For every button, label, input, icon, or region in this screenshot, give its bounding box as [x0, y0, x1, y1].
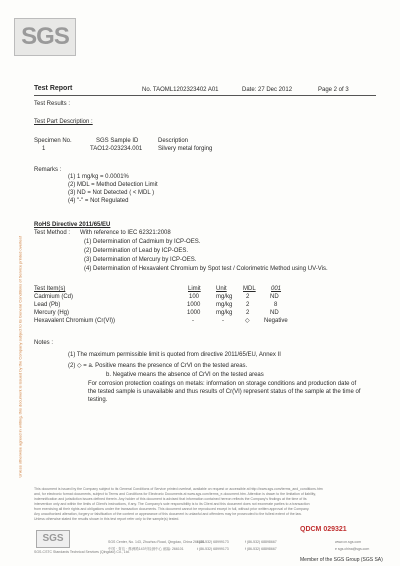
row-cd-result: ND: [270, 294, 279, 300]
report-number: No. TAOML1202323402 A01: [142, 87, 219, 93]
method-2: (2) Determination of Lead by ICP-OES.: [84, 248, 189, 254]
row-hg-limit: 1000: [187, 310, 201, 316]
note-2b: b. Negative means the absence of CrVI on the tested areas: [106, 372, 264, 378]
remarks-label: Remarks :: [34, 167, 62, 173]
company-fax: f (86-532) 68898667: [245, 540, 277, 544]
row-pb-mdl: 2: [246, 302, 250, 308]
row-hg-result: ND: [270, 310, 279, 316]
side-note-text: Unless otherwise agreed in writing, this document is issued by the Company subject to its General Conditions of Service printed overleaf: [17, 236, 23, 478]
sample-id: TAO12-023234.001: [90, 146, 143, 152]
col-unit: Unit: [216, 286, 227, 292]
specimen-header-id: SGS Sample ID: [96, 138, 139, 144]
test-results-label: Test Results :: [34, 101, 71, 107]
sgs-logo: SGS: [14, 18, 76, 56]
note-3: For corrosion protection coatings on metals: information on storage conditions and production date of: [88, 381, 357, 387]
test-method-ref: With reference to IEC 62321:2008: [80, 230, 171, 236]
specimen-header-desc: Description: [158, 138, 189, 144]
sample-description: Silvery metal forging: [158, 146, 213, 152]
qdcm-serial: QDCM 029321: [300, 526, 347, 533]
note-2a: (2) ◇ = a. Positive means the presence of CrVI on the tested areas.: [68, 363, 248, 369]
side-note: [10, 120, 23, 480]
remark-3: (3) ND = Not Detected ( < MDL ): [68, 190, 155, 196]
company-fax-cn: f (86-532) 68898667: [245, 547, 277, 551]
col-test-item: Test Item(s): [34, 286, 66, 292]
test-part-label: Test Part Description :: [34, 119, 93, 125]
row-hg-mdl: 2: [246, 310, 250, 316]
company-tel: t (86-532) 68999173: [197, 540, 229, 544]
remark-1: (1) 1 mg/kg = 0.0001%: [68, 174, 129, 180]
remark-2: (2) MDL = Method Detection Limit: [68, 182, 158, 188]
page-number: Page 2 of 3: [318, 87, 349, 93]
disclaimer-1: This document is issued by the Company subject to its General Conditions of Service printed overleaf, available on request or accessible at http://www.sgs.com/terms_and_conditions.htm: [34, 487, 323, 491]
company-address: SGS Center, No. 143, Zhuzhou Road, Qingdao, China 266101: [108, 540, 205, 544]
specimen-no: 1: [42, 146, 46, 152]
test-method-label: Test Method :: [34, 230, 71, 236]
method-4: (4) Determination of Hexavalent Chromium by Spot test / Colorimetric Method using UV-Vis.: [84, 266, 328, 272]
row-hg-unit: mg/kg: [216, 310, 233, 316]
row-pb-limit: 1000: [187, 302, 201, 308]
company-web: www.cn.sgs.com: [335, 540, 362, 544]
row-cr-result: Negative: [264, 318, 288, 324]
row-cr-mdl: ◇: [245, 318, 250, 324]
row-cr-item: Hexavalent Chromium (Cr(VI)): [34, 318, 116, 324]
rohs-title: RoHS Directive 2011/65/EU: [34, 222, 111, 228]
member-line: Member of the SGS Group (SGS SA): [300, 557, 383, 563]
col-mdl: MDL: [243, 286, 256, 292]
remark-4: (4) "-" = Not Regulated: [68, 198, 129, 204]
disclaimer-7: Unless otherwise stated the results shown in this test report refer only to the sample(s) tested.: [34, 517, 180, 521]
sgs-footer-logo: SGS: [36, 530, 70, 548]
row-pb-item: Lead (Pb): [34, 302, 61, 308]
notes-label: Notes :: [34, 340, 54, 346]
report-date: Date: 27 Dec 2012: [242, 87, 293, 93]
method-1: (1) Determination of Cadmium by ICP-OES.: [84, 239, 201, 245]
company-tel-cn: t (86-532) 68999173: [197, 547, 229, 551]
note-1: (1) The maximum permissible limit is quoted from directive 2011/65/EU, Annex II: [68, 352, 281, 358]
row-cd-unit: mg/kg: [216, 294, 233, 300]
col-001: 001: [271, 286, 282, 292]
note-4: the tested sample is unavailable and thus results of Cr(VI) represent status of the sample at the time of: [88, 389, 361, 395]
specimen-header-no: Specimen No.: [34, 138, 72, 144]
row-cr-unit: -: [222, 318, 224, 324]
row-hg-item: Mercury (Hg): [34, 310, 70, 316]
row-cd-item: Cadmium (Cd): [34, 294, 74, 300]
disclaimer-4: intervention only and within the limits of Client's instructions, if any. The Company's sole responsibility is to its Client and this document does not exonerate parties to a transaction: [34, 502, 310, 506]
row-cr-limit: -: [192, 318, 194, 324]
col-limit: Limit: [188, 286, 201, 292]
company-name: SGS-CSTC Standards Technical Services (Qingdao) Co., Ltd.: [34, 550, 130, 554]
company-address-cn: 中国 · 青岛 · 株洲路143号检测中心 邮编: 266101: [108, 547, 184, 551]
note-5: testing.: [88, 397, 108, 403]
header-rule: [34, 95, 376, 96]
disclaimer-5: from exercising all their rights and obligations under the transaction documents. This document cannot be reproduced except in full, without prior written approval of the Company.: [34, 507, 310, 511]
method-3: (3) Determination of Mercury by ICP-OES.: [84, 257, 197, 263]
company-email: e sgs.china@sgs.com: [335, 547, 370, 551]
row-pb-result: 8: [274, 302, 278, 308]
row-cd-mdl: 2: [246, 294, 250, 300]
disclaimer-3: indemnification and jurisdiction issues defined therein. Any holder of this document is advised that information contained hereon reflects the Company's findings at the time of its: [34, 497, 307, 501]
disclaimer-6: Any unauthorized alteration, forgery or falsification of the content or appearance of this document is unlawful and offenders may be prosecuted to the fullest extent of the law.: [34, 512, 302, 516]
row-pb-unit: mg/kg: [216, 302, 233, 308]
disclaimer-2: and, for electronic format documents, subject to Terms and Conditions for Electronic Documents at www.sgs.com/terms_e-document.htm. Attention is drawn to the limitation of liability,: [34, 492, 316, 496]
row-cd-limit: 100: [189, 294, 200, 300]
report-title: Test Report: [34, 85, 73, 92]
